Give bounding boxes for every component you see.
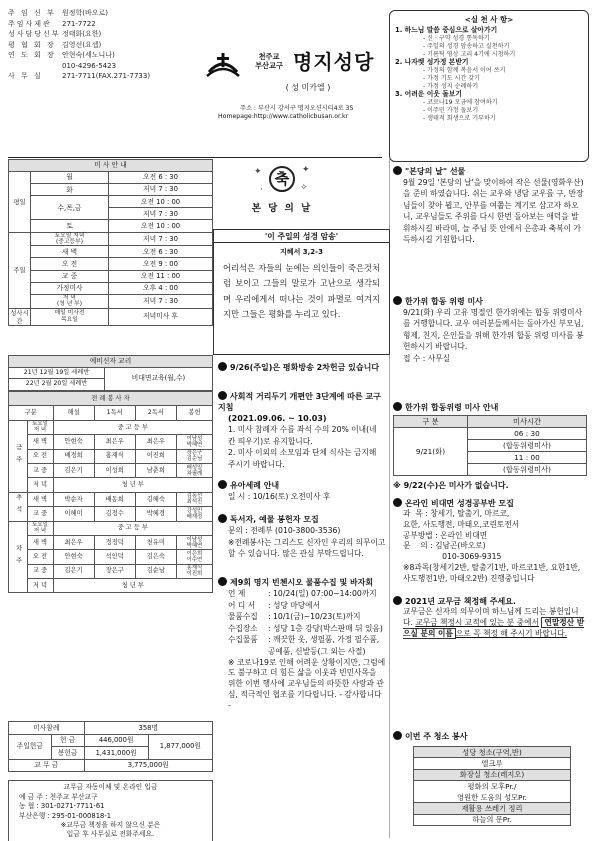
bank-note: ※교무금 책정을 하지 않으신 분은 입금 후 사무실로 전화주세요. — [60, 821, 161, 838]
cleaning-item: 하늘의 문Pr. — [414, 814, 571, 825]
server-name: 석인덕 — [94, 550, 135, 564]
practice-sub: - 코로나19 모금에 참여하기 — [423, 99, 498, 107]
server-slot: 교 중 — [27, 463, 53, 477]
server-name: 최은우 — [94, 435, 135, 449]
bible-line: 과 목 : 창세기, 탈출기, 마르코, — [403, 509, 510, 518]
bazaar-value: : 10/1(금)~10/23(토)까지 — [268, 612, 361, 622]
table-row — [9, 420, 213, 434]
bullet-icon — [393, 166, 402, 175]
memorial-time: 06 : 30 — [468, 428, 587, 440]
server-name: 장은구 김순님 — [176, 449, 212, 463]
bullet-icon — [218, 391, 227, 400]
mass-group: 평일 — [9, 172, 31, 232]
server-name: 이혜미 — [53, 507, 94, 521]
table-row — [9, 270, 213, 282]
table-row — [9, 579, 213, 593]
practice-heading: 3. 어려운 이웃 돌보기 — [395, 90, 462, 99]
offering-amount: 1,431,000원 — [84, 747, 148, 760]
feast-decoration-icon: ✦ ✦ · ✧ — [254, 165, 310, 195]
server-slot: 교 중 — [27, 507, 53, 521]
mass-time: 저녁미사 후 — [109, 308, 213, 325]
staff-value: 정태화(요한) — [62, 30, 102, 39]
memorial-mass-table — [393, 415, 587, 476]
server-name: 이은희 이수연 — [176, 550, 212, 564]
server-name: 장은구 — [94, 564, 135, 578]
staff-role: 성사담당신부 — [8, 30, 61, 39]
staff-role: 평 협 회 장 — [8, 40, 56, 49]
server-group: 금주 — [9, 420, 28, 492]
cleaning-item: 재활용 쓰레기 정리 — [414, 803, 571, 814]
cleaning-title: 이번 주 청소 봉사 — [389, 731, 589, 742]
staff-role: 사 무 실 — [8, 72, 43, 81]
offering-type: 헌 금 — [51, 734, 84, 747]
cleaning-item: 엘크루 — [414, 758, 571, 769]
server-name: 김은숙 — [135, 550, 176, 564]
distancing-notice: 사회적 거리두기 개편안 3단계에 따른 교구지침 (2021.09.06. ~ 10.03) 1. 미사 참례자 수를 좌석 수의 20% 이내(네 칸 띄우기)로 유지합니다. 2. 미사 이외의 소모임과 단체 식사는 금지해 주시기 바랍니다. — [218, 391, 386, 470]
server-names: 중 고 등 부 — [53, 420, 213, 434]
bazaar-key: 수집장소 — [228, 623, 258, 633]
mass-day: 교 중 — [31, 270, 109, 282]
staff-value: 271-7711(FAX.271-7733) — [62, 72, 151, 81]
bank-transfer-box — [8, 780, 213, 841]
server-name: 박순자 — [53, 492, 94, 506]
bible-line: 요한, 사도행전, 마태오,코린토전서 — [403, 519, 520, 529]
attendance-count: 358명 — [84, 722, 212, 735]
bullet-icon — [218, 362, 227, 371]
mass-time: 오전 10 : 00 — [109, 220, 213, 232]
table-row — [9, 521, 213, 535]
church-logo-icon — [205, 52, 241, 80]
bazaar-notice: 제9회 명지 빈첸시오 물품수집 및 바자회 언 제 : 10/24(일) 07:00~14:00까지 어 디 서 : 성당 마당에서 물품수집 : 10/1(금)~10/23(토)까지 수집장소 : 성당 1층 강당(박스판매 뒤 있음) 수집물품 : 깨끗한 옷, 생필품, 가정 필수품, 공예품, 신발등(그 외는 사절) ※ 코로나19로 인해 어려운 상황이지만, 그럼에도 불구하고 더 힘든 삶을 이웃과 빈민사목을 위한 이번 행사에 교우님들의 따뜻한 사랑과 관심, 적극적인 협조를 기다립니다. - 감사합니다 - — [218, 577, 386, 712]
no-mass-notice: ※ 9/22(수)은 미사가 없습니다. — [393, 481, 509, 490]
table-row — [9, 435, 213, 449]
memorial-date: 9/21(화) — [394, 428, 468, 476]
header-divider — [8, 157, 382, 158]
bible-line: 공부방법 : 온라인 비대면 — [403, 530, 488, 540]
distance-line: 2. 미사 이외의 소모임과 단체 식사는 금지해 주시기 바랍니다. — [228, 448, 377, 469]
table-row — [9, 258, 213, 270]
bazaar-row — [228, 611, 386, 623]
server-col-header: 해설 — [53, 406, 94, 420]
reader-recruit-notice: 독서자, 예물 봉헌자 모집 문의 : 전례부 (010-3800-3536) ※전례봉사는 그리스도 신자인 우리의 의무이고 할 수 있습니다. 많은 관심 부탁드립니다. — [218, 514, 386, 560]
cleaning-item: 영원한 도움의 성모Pr. — [414, 792, 571, 803]
server-name: 박혜경 — [135, 507, 176, 521]
mass-time: 저녁 7 : 30 — [109, 208, 213, 220]
bullet-icon — [393, 596, 402, 605]
table-row — [9, 246, 213, 258]
offering-type: 봉헌금 — [51, 747, 84, 760]
staff-role: 주임사제관 — [8, 19, 52, 28]
staff-value: 원정학(바오로) — [62, 8, 109, 17]
scripture-memorization-box — [213, 229, 390, 355]
offering-total: 1,877,000원 — [148, 734, 212, 759]
staff-row — [8, 8, 198, 19]
bullet-icon — [393, 296, 402, 305]
memorial-mass-table-title: 한가위 합동위령 미사 안내 — [389, 402, 589, 413]
feast-badge: 축 — [269, 166, 295, 192]
server-name: 이남성 박혜연 — [176, 435, 212, 449]
server-name: 김순남 — [135, 564, 176, 578]
baptism-method: 비대면교육(월,수) — [105, 367, 213, 390]
server-name: 이남성 박혜연 — [176, 535, 212, 549]
mass-day: 오 전 — [31, 258, 109, 270]
table-row — [9, 172, 213, 184]
staff-value: 271-7722 — [62, 19, 96, 28]
bazaar-row — [228, 623, 386, 635]
staff-row — [8, 40, 198, 51]
table-row — [9, 282, 213, 294]
address: 주소 : 부산시 강서구 명지오션시티4로 35 — [240, 105, 354, 112]
mass-day: 월 — [31, 172, 109, 184]
server-name: 안현숙 — [53, 550, 94, 564]
patron-saint: ( 성 미카엘 ) — [285, 83, 331, 92]
practice-sub: - 가정 성지 순례하기 — [423, 82, 479, 90]
diocese-label: 천주교 부산교구 — [255, 52, 283, 70]
cleaning-table — [413, 746, 571, 826]
memorial-time: 11 : 00 — [468, 452, 587, 464]
verse-reference: 지혜서 3,2-3 — [280, 248, 323, 256]
server-name: 정정덕 — [94, 535, 135, 549]
broadcast-notice: 9/26(주일)은 평화방송 2차헌금 있습니다 — [218, 362, 386, 373]
server-col-header: 구분 — [9, 406, 54, 420]
bank-line: 부산은행 : 295-01-000818-1 — [19, 811, 112, 820]
staff-role: 주 임 신 부 — [8, 8, 56, 17]
tithe-notice: 2021년 교무금 책정해 주세요. 교무금은 신자의 의무이며 하느님께 드리는 봉헌입니다. 교무금 책정시 교적에 있는 분 중에서 연말정산 받으실 분의 이름 으로 꼭 책정 해 주시기 바랍니다. — [389, 596, 589, 639]
cleaning-item: 평화의 모후Pr./ — [414, 780, 571, 791]
table-row — [9, 220, 213, 232]
table-row — [9, 564, 213, 578]
staff-row — [8, 72, 198, 83]
practice-title: <실 천 사 항> — [464, 15, 514, 24]
server-names: 청 년 부 — [53, 478, 213, 492]
mass-time: 오전 6 : 30 — [109, 172, 213, 184]
server-names: 청 년 부 — [53, 579, 213, 593]
server-name: 이성희 — [94, 463, 135, 477]
staff-value: 010-4296-5423 — [62, 61, 117, 70]
bullet-icon — [218, 577, 227, 586]
practice-sub: - 기름틱 영상 고리 4기에 시청하기 — [423, 50, 516, 58]
bible-line: ※8과목(창세기2반, 탈출기1반, 마르코1반, 요한1반, 사도행전1반, 마태오2반) 진행중입니다 — [403, 562, 581, 583]
bazaar-key: 수집물품 — [228, 635, 258, 645]
offering-label: 주일헌금 — [9, 734, 52, 759]
practice-sub: - 신 · 구약 성경 통독하기 — [423, 35, 490, 43]
mass-time: 오전 9 : 00 — [109, 258, 213, 270]
server-slot: 새 벽 — [27, 435, 53, 449]
mass-schedule — [8, 159, 213, 326]
staff-row — [8, 29, 198, 40]
tithe-amount: 3,775,000원 — [84, 759, 212, 772]
server-name: 김정수 — [94, 507, 135, 521]
server-name: 김은기 — [53, 463, 94, 477]
server-name: 강성민 배재정 — [176, 507, 212, 521]
baptism-class: 21년 12월 19일 세례반 — [9, 367, 105, 379]
catechumen-schedule — [8, 355, 213, 391]
server-slot: 교 중 — [27, 564, 53, 578]
table-row — [9, 507, 213, 521]
table-row — [9, 550, 213, 564]
church-name: 명지성당 — [293, 50, 375, 74]
mass-day: 화 — [31, 184, 109, 196]
verse-title: '이 주일의 성경 암송' — [214, 230, 389, 243]
bazaar-value: : 성당 마당에서 — [268, 600, 321, 610]
practice-box — [389, 10, 589, 162]
mass-time: 오전 6 : 30 — [109, 246, 213, 258]
infant-baptism-notice: 유아세례 안내 일 시 : 10/16(토) 오전미사 후 — [218, 480, 386, 503]
server-name: 이진희 — [135, 449, 176, 463]
bazaar-row — [228, 634, 386, 657]
server-col-header: 봉헌 — [176, 406, 212, 420]
liturgy-servers — [8, 391, 213, 593]
mass-day: 저 녁 (청 년 부) — [31, 294, 109, 308]
bazaar-key: 언 제 — [228, 589, 246, 598]
homepage-link[interactable]: Homepage:http://www.catholicbusan.or.kr — [218, 113, 349, 121]
attendance-label: 미사참례 — [9, 722, 85, 735]
practice-sub: - 주일의 성경 암송하고 실천하기 — [423, 42, 510, 50]
bazaar-row — [228, 588, 386, 600]
mass-time: 저녁 7 : 30 — [109, 232, 213, 246]
bank-line: 예 금 주 : 천주교 부산교구 — [19, 792, 98, 801]
mass-time: 오전 10 : 00 — [109, 196, 213, 208]
server-slot: 오 전 — [27, 550, 53, 564]
server-slot: 저 녁 — [27, 478, 53, 492]
bullet-icon — [218, 480, 227, 489]
memorial-mass-notice: 한가위 합동 위령 미사 9/21(화) 우리 고유 명절인 한가위에는 합동 위령미사를 거행합니다. 교우 여러분들께서는 돌아가신 부모님, 형제, 친지, 은인들을 위해 한가위 합동 위령 미사를 봉헌하시기 바랍니다. 접 수 : 사무실 — [389, 296, 589, 364]
bazaar-key: 물품수집 — [228, 612, 258, 622]
bible-study-notice: 온라인 비대면 성경공부반 모집 과 목 : 창세기, 탈출기, 마르코, 요한, 사도행전, 마태오,코린토전서 공부방법 : 온라인 비대면 문 의 : 김남곤(바오로) 010-3069-9315 ※8과목(창세기2반, 탈출기1반, 마르코1반, 요한1반, 사도행전1반, 마태오2반) 진행중입니다 — [389, 498, 589, 585]
server-name: 최은우 — [135, 435, 176, 449]
verse-body: 어리석은 자들의 눈에는 의인들이 죽은것처럼 보이고 그들의 말로가 고난으로 생각되며 우리에게서 떠나는 것이 파멸로 여겨지지만 그들은 평화를 누리고 있다. — [223, 262, 380, 319]
server-name: 김혜숙 — [135, 492, 176, 506]
bazaar-value: : 깨끗한 옷, 생필품, 가정 필수품, 공예품, 신발등(그 외는 사절) — [268, 635, 380, 656]
server-slot: 토요일 저 녁 — [27, 521, 53, 535]
table-row — [9, 478, 213, 492]
staff-value: 안현숙(세노니나) — [62, 51, 115, 60]
table-row — [9, 463, 213, 477]
server-col-header: 1독서 — [94, 406, 135, 420]
mass-title: 미 사 안 내 — [9, 160, 213, 172]
staff-row — [8, 19, 198, 30]
server-col-header: 2독서 — [135, 406, 176, 420]
bullet-icon — [393, 498, 402, 507]
mass-group: 성사시간 — [10, 308, 29, 325]
bazaar-key: 어 디 서 — [228, 600, 256, 610]
baptism-class: 22년 2월 20일 세례반 — [9, 379, 105, 391]
staff-row — [8, 50, 198, 61]
practice-sub: - 가정 기도 시간 갖기 — [423, 75, 481, 83]
tithe-label: 교 무 금 — [9, 759, 85, 772]
mass-group: 주일 — [9, 232, 31, 308]
address-block — [218, 105, 398, 122]
mass-time: 오후 4 : 00 — [109, 282, 213, 294]
table-row — [9, 535, 213, 549]
server-name: 홍재식 — [94, 449, 135, 463]
mass-time: 저녁 7 : 30 — [109, 184, 213, 196]
bullet-icon — [393, 731, 402, 740]
memorial-time: (합동위령미사) — [468, 440, 587, 452]
practice-heading: 2. 나자렛 성가정 본받기 — [395, 58, 469, 67]
table-row — [9, 308, 213, 325]
tithe-highlight: 연말정산 받으실 분의 이름 — [403, 617, 585, 638]
practice-heading: 1. 하느님 말씀 중심으로 살아가기 — [395, 26, 498, 35]
server-slot: 저 녁 — [27, 579, 53, 593]
server-name: 김동선 최석진 — [176, 492, 212, 506]
server-group: 차주 — [9, 521, 28, 593]
bank-title: 교무금 자동이체 및 온라인 입금 — [63, 783, 158, 791]
server-group: 추석 — [9, 492, 28, 521]
server-name: 안현숙 — [53, 435, 94, 449]
table-row — [9, 492, 213, 506]
server-name: 배성일 차필례 — [176, 463, 212, 477]
staff-row — [8, 61, 198, 72]
server-name: 남춘희 — [135, 463, 176, 477]
mass-time: 오전 11 : 00 — [109, 270, 213, 282]
feast-title: 본 당 의 날 — [251, 203, 313, 214]
mass-time: 저녁 7 : 30 — [109, 294, 213, 308]
server-name: 배경희 — [53, 449, 94, 463]
bullet-icon — [218, 514, 227, 523]
bible-line: 문 의 : 김남곤(바오로) — [403, 541, 486, 551]
mass-day: 새 벽 — [31, 246, 109, 258]
table-row — [9, 449, 213, 463]
server-name: 김은기 — [53, 564, 94, 578]
server-title: 전 례 봉 사 자 — [9, 392, 213, 406]
practice-sub: - 생태적 회생으로 기부하기 — [423, 114, 496, 122]
practice-sub: - 이주민 가정 돌보기 — [423, 107, 479, 115]
server-name: 홍재식 이진희 — [176, 564, 212, 578]
mass-day: 매일 미사전 목요일 — [31, 308, 109, 325]
distance-line: 1. 미사 참례자 수를 좌석 수의 20% 이내(네 칸 띄우기)로 유지합니다. — [228, 425, 377, 446]
table-row — [9, 184, 213, 196]
mass-day: 수,목,금 — [31, 196, 109, 220]
bank-line: 농 협 : 301-0271-7711-61 — [19, 802, 105, 811]
server-slot: 토요일 저 녁 — [27, 420, 53, 434]
bazaar-value: : 10/24(일) 07:00~14:00까지 — [268, 589, 377, 598]
bazaar-value: : 성당 1층 강당(박스판매 뒤 있음) — [268, 623, 383, 633]
server-name: 배동희 — [94, 492, 135, 506]
table-row — [9, 196, 213, 208]
offering-summary — [8, 721, 213, 772]
cleaning-item: 성당 청소(구역,반) — [414, 747, 571, 758]
mass-day: 가정미사 — [31, 282, 109, 294]
server-name: 최은우 — [53, 535, 94, 549]
table-row — [9, 294, 213, 308]
offering-amount: 446,000원 — [84, 734, 148, 747]
bullet-icon — [393, 402, 402, 411]
server-slot: 새 벽 — [27, 535, 53, 549]
server-names: 중 고 등 부 — [53, 521, 213, 535]
staff-role: 연 도 회 장 — [8, 51, 56, 60]
cleaning-item: 화장실 청소(레지오) — [414, 769, 571, 780]
memorial-time: (합동위령미사) — [468, 464, 587, 476]
bible-line: 010-3069-9315 — [403, 552, 502, 562]
staff-info — [8, 8, 198, 82]
bazaar-row — [228, 600, 386, 612]
baptism-title: 예비신자 교리 — [9, 356, 213, 368]
mass-day: 토 — [31, 220, 109, 232]
memorial-col-header: 미사시간 — [468, 416, 587, 428]
mass-day: 토요일 저녁 (중고등부) — [31, 232, 109, 246]
parish-day-gift-notice: "본당의 날" 선물 9월 29일 '본당의 날'을 맞이하여 작은 선물(영화우산)을 준비 하였습니다. 쉬는 교우와 냉담 교우를 구, 반장님들이 찾아 뵙고, 안부를 여쭙는 계기로 삼고자 하오니, 교우님들도 주위를 다시 한번 돌아보는 애덕을 발휘하시길 바라며, 늘 주님 뜻 안에서 은총과 축복이 가득하시길 기원합니다. — [389, 166, 589, 245]
staff-value: 김영선(요셉) — [62, 40, 102, 49]
server-name: 천유미 — [135, 535, 176, 549]
memorial-col-header: 구 분 — [394, 416, 468, 428]
server-slot: 새 벽 — [27, 492, 53, 506]
table-row — [9, 232, 213, 246]
server-slot: 오 전 — [27, 449, 53, 463]
practice-sub: - 가정의 함께 복음서 이어 쓰기 — [423, 67, 506, 75]
